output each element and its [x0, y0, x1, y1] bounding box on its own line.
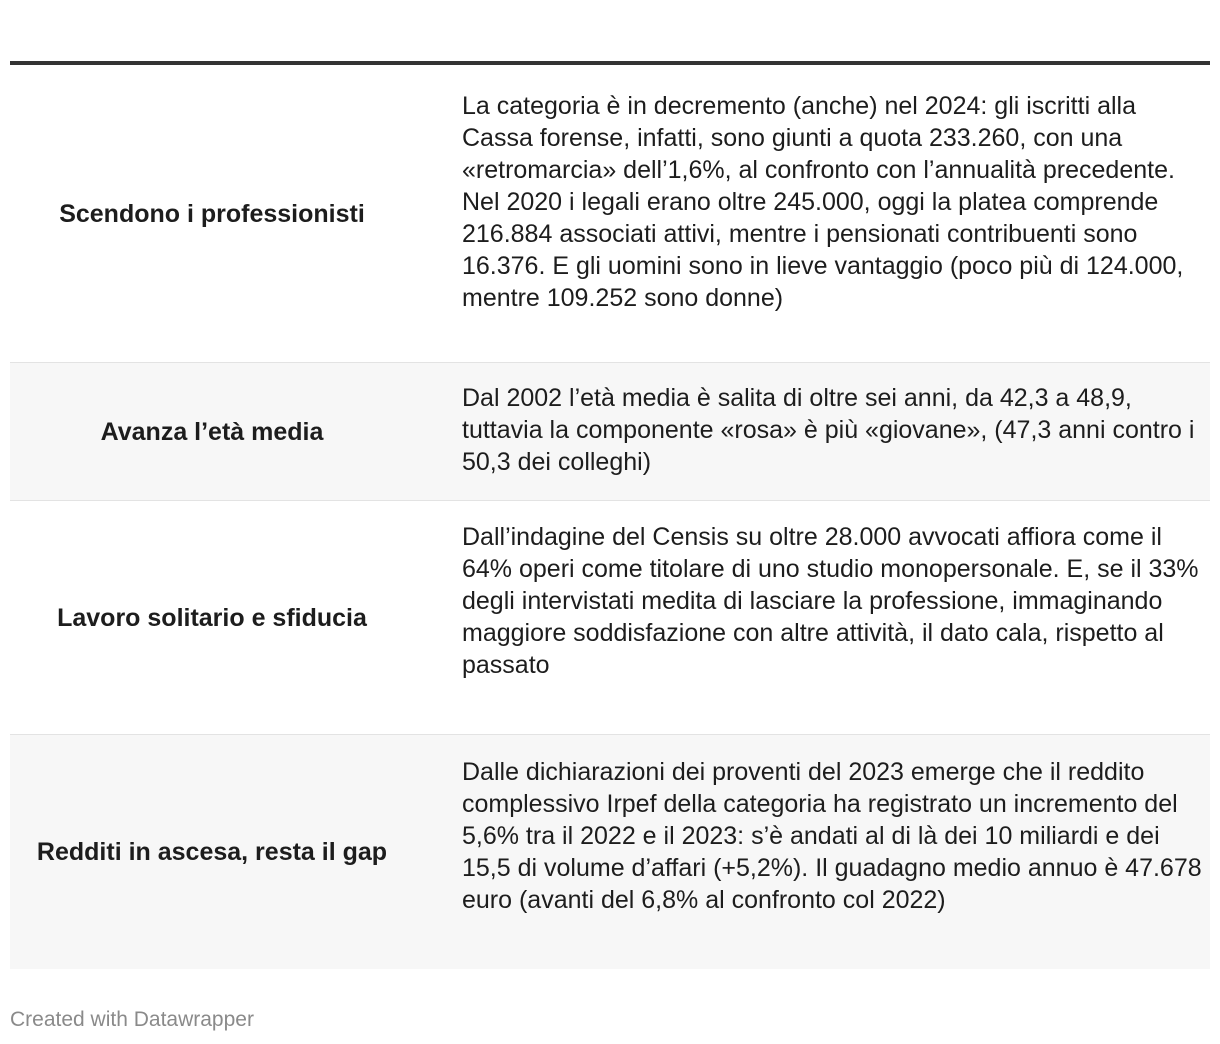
row-description: Dall’indagine del Censis su oltre 28.000 avvocati affiora come il 64% operi come titolare di uno studio monopersonale. E, se il 33% degli intervistati medita di lasciare la professione, immaginando maggiore soddisfazione con altre attività, il dato cala, rispetto al passato	[462, 523, 1199, 679]
datawrapper-credit[interactable]: Created with Datawrapper	[10, 1008, 254, 1031]
table-row	[10, 363, 1210, 501]
table-row	[10, 501, 1210, 735]
row-title: Scendono i professionisti	[59, 199, 365, 228]
data-table	[10, 61, 1210, 969]
row-title: Avanza l’età media	[100, 417, 324, 446]
table-row	[10, 65, 1210, 363]
table-row	[10, 735, 1210, 969]
row-title: Lavoro solitario e sfiducia	[57, 603, 367, 632]
row-description: Dalle dichiarazioni dei proventi del 2023 emerge che il reddito complessivo Irpef della categoria ha registrato un incremento del 5,6% tra il 2022 e il 2023: s’è andati al di là dei 10 miliardi e dei 15,5 di volume d’affari (+5,2%). Il guadagno medio annuo è 47.678 euro (avanti del 6,8% al confronto col 2022)	[462, 758, 1202, 914]
row-description: La categoria è in decremento (anche) nel 2024: gli iscritti alla Cassa forense, infatti, sono giunti a quota 233.260, con una «retromarcia» dell’1,6%, al confronto con l’annualità precedente. Nel 2020 i legali erano oltre 245.000, oggi la platea comprende 216.884 associati attivi, mentre i pensionati contribuenti sono 16.376. E gli uomini sono in lieve vantaggio (poco più di 124.000, mentre 109.252 sono donne)	[462, 92, 1184, 312]
row-title: Redditi in ascesa, resta il gap	[36, 838, 388, 866]
row-description: Dal 2002 l’età media è salita di oltre sei anni, da 42,3 a 48,9, tuttavia la componente «rosa» è più «giovane», (47,3 anni contro i 50,3 dei colleghi)	[462, 384, 1195, 476]
